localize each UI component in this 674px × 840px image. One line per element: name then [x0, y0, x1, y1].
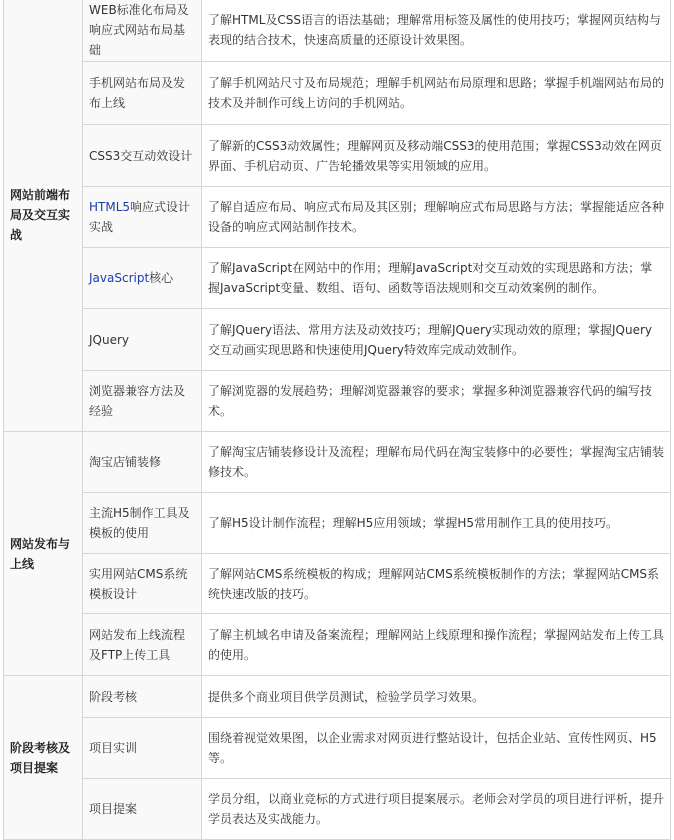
table-row — [4, 676, 671, 718]
topic-cell — [83, 248, 202, 309]
table-row — [4, 554, 671, 614]
topic-cell: 项目提案 — [83, 779, 202, 840]
table-row — [4, 187, 671, 248]
description-cell: 了解淘宝店铺装修设计及流程；理解布局代码在淘宝装修中的必要性；掌握淘宝店铺装修技术。 — [202, 432, 671, 493]
table-row — [4, 62, 671, 125]
topic-cell: 实用网站CMS系统模板设计 — [83, 554, 202, 614]
description-cell: 了解JQuery语法、常用方法及动效技巧；理解JQuery实现动效的原理；掌握JQuery交互动画实现思路和快速使用JQuery特效库完成动效制作。 — [202, 309, 671, 371]
topic-cell: 项目实训 — [83, 718, 202, 779]
topic-cell: 阶段考核 — [83, 676, 202, 718]
table-row — [4, 371, 671, 432]
table-row — [4, 614, 671, 676]
topic-cell: JQuery — [83, 309, 202, 371]
table-row — [4, 0, 671, 62]
table-row — [4, 432, 671, 493]
table-row — [4, 718, 671, 779]
topic-text: 响应式设计实战 — [89, 200, 191, 234]
topic-cell: 淘宝店铺装修 — [83, 432, 202, 493]
topic-cell: 手机网站布局及发布上线 — [83, 62, 202, 125]
topic-cell: CSS3交互动效设计 — [83, 125, 202, 187]
description-cell: 了解网站CMS系统模板的构成；理解网站CMS系统模板制作的方法；掌握网站CMS系统快速改版的技巧。 — [202, 554, 671, 614]
curriculum-table — [3, 0, 671, 840]
description-cell: 了解新的CSS3动效属性；理解网页及移动端CSS3的使用范围；掌握CSS3动效在网页界面、手机启动页、广告轮播效果等实用领域的应用。 — [202, 125, 671, 187]
table-row — [4, 309, 671, 371]
table-row — [4, 125, 671, 187]
description-cell: 了解手机网站尺寸及布局规范；理解手机网站布局原理和思路；掌握手机端网站布局的技术及并制作可线上访问的手机网站。 — [202, 62, 671, 125]
topic-cell: 网站发布上线流程及FTP上传工具 — [83, 614, 202, 676]
description-cell: 围绕着视觉效果图，以企业需求对网页进行整站设计，包括企业站、宣传性网页、H5等。 — [202, 718, 671, 779]
table-row — [4, 779, 671, 840]
description-cell: 了解主机域名申请及备案流程；理解网站上线原理和操作流程；掌握网站发布上传工具的使用。 — [202, 614, 671, 676]
topic-cell: 主流H5制作工具及模板的使用 — [83, 493, 202, 554]
description-cell: 学员分组，以商业竞标的方式进行项目提案展示。老师会对学员的项目进行评析，提升学员表达及实战能力。 — [202, 779, 671, 840]
section-category: 网站前端布局及交互实战 — [4, 0, 83, 432]
description-cell: 了解浏览器的发展趋势；理解浏览器兼容的要求；掌握多种浏览器兼容代码的编写技术。 — [202, 371, 671, 432]
topic-cell: WEB标准化布局及响应式网站布局基础 — [83, 0, 202, 62]
html5-link[interactable]: HTML5 — [89, 200, 131, 214]
topic-cell — [83, 187, 202, 248]
description-cell: 提供多个商业项目供学员测试，检验学员学习效果。 — [202, 676, 671, 718]
table-row — [4, 248, 671, 309]
description-cell: 了解H5设计制作流程；理解H5应用领域；掌握H5常用制作工具的使用技巧。 — [202, 493, 671, 554]
javascript-link[interactable]: JavaScript — [89, 271, 150, 285]
description-cell: 了解HTML及CSS语言的语法基础；理解常用标签及属性的使用技巧；掌握网页结构与表现的结合技术，快速高质量的还原设计效果图。 — [202, 0, 671, 62]
table-row — [4, 493, 671, 554]
description-cell: 了解自适应布局、响应式布局及其区别；理解响应式布局思路与方法；掌握能适应各种设备的响应式网站制作技术。 — [202, 187, 671, 248]
section-category: 网站发布与上线 — [4, 432, 83, 676]
topic-cell: 浏览器兼容方法及经验 — [83, 371, 202, 432]
section-category: 阶段考核及项目提案 — [4, 676, 83, 840]
topic-text: 核心 — [149, 271, 174, 285]
description-cell: 了解JavaScript在网站中的作用；理解JavaScript对交互动效的实现思路和方法；掌握JavaScript变量、数组、语句、函数等语法规则和交互动效案例的制作。 — [202, 248, 671, 309]
